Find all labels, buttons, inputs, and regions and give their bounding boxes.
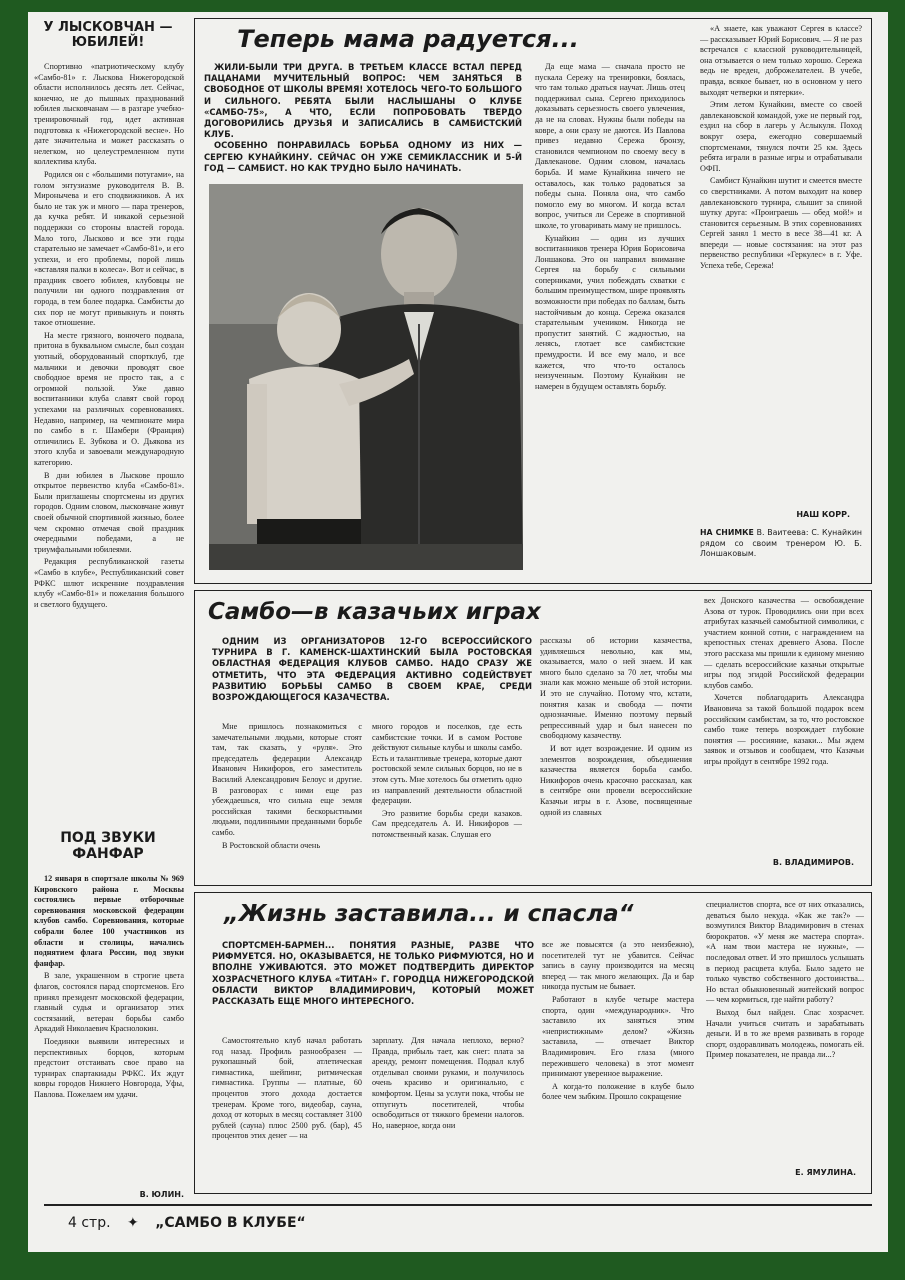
mama-title: Теперь мама радуется... bbox=[237, 25, 579, 53]
mama-signature: НАШ КОРР. bbox=[796, 510, 850, 519]
mama-column-3 bbox=[700, 24, 862, 504]
paragraph: специалистов спорта, все от них отказались, деваться было некуда. «Как же так?» — возмутился Виктор Владимирович в стенах бюрократов. «У меня же мастера спорта». «А нам твои мастера не нужны», — последовал ответ. И это пришлось услышать в период расцвета клуба. Было задето не только чувство собственного достоинства... Но встал обыкновенный житейский вопрос — чем кормиться, где найти работу? bbox=[706, 900, 864, 1005]
cossack-lead: ОДНИМ ИЗ ОРГАНИЗАТОРОВ 12-ГО ВСЕРОССИЙСКОГО ТУРНИРА В Г. КАМЕНСК-ШАХТИНСКИЙ БЫЛА РОСТОВСКАЯ ОБЛАСТНАЯ ФЕДЕРАЦИЯ КЛУБОВ САМБО. НАДО СРАЗУ ЖЕ ОТМЕТИТЬ, ЧТО ЭТА ФЕДЕРАЦИЯ АКТИВНО СОДЕЙСТВУЕТ РАЗВИТИЮ БОРЬБЫ САМБО В СВОЕМ КРАЕ, СРЕДИ ВОЗРОЖДАЮЩЕГОСЯ КАЗАЧЕСТВА. bbox=[212, 636, 532, 703]
lead-paragraph: ЖИЛИ-БЫЛИ ТРИ ДРУГА. В ТРЕТЬЕМ КЛАССЕ ВСТАЛ ПЕРЕД ПАЦАНАМИ МУЧИТЕЛЬНЫЙ ВОПРОС: ЧЕМ ЗАНЯТЬСЯ В СВОБОДНОЕ ОТ ШКОЛЫ ВРЕМЯ! ХОТЕЛОСЬ ЧЕГО-ТО БОЛЬШОГО И СИЛЬНОГО. РЕБЯТА БЫЛИ НАСЛЫШАНЫ О КЛУБЕ «САМБО-75», А ЧТО, ЕСЛИ ПОПРОБОВАТЬ ТВЕРДО ДОГОВОРИЛИСЬ ДРУЗЬЯ И ЗАПИСАЛИСЬ В САМБИСТСКИЙ КЛУБ. bbox=[204, 62, 522, 140]
paragraph: Работают в клубе четыре мастера спорта, один «международник». Что заставило их заняться этим «непристижным» делом? «Жизнь заставила, — отвечает Виктор Владимирович. Его глаза (много пережившего человека) в этот момент принимают уверенное выражение. bbox=[542, 994, 694, 1079]
paragraph: И вот идет возрождение. И одним из элементов возрождения, объединения казачества является борьба самбо. Никифоров очень красочно рассказал, как в сентябре они провели всероссийские Казачьи игры в г. Азове, посвященные одной из славных bbox=[540, 743, 692, 817]
fanfare-title: ПОД ЗВУКИ ФАНФАР bbox=[60, 830, 156, 862]
life-signature: Е. ЯМУЛИНА. bbox=[795, 1168, 856, 1177]
paragraph: Это развитие борьбы среди казаков. Сам председатель А. И. Никифоров — потомственный казак. Слушая его bbox=[372, 808, 522, 839]
footer bbox=[68, 1212, 468, 1236]
page-number: 4 стр. bbox=[68, 1215, 111, 1231]
paragraph: Кунайкин — один из лучших воспитанников тренера Юрия Борисовича Лоншакова. Это он направил внимание Сергея на борьбу с сильными соперниками, учил побеждать схватки с большим преимуществом, шире проявлять возможности при победах по баллам, быть настойчивым до конца. Сережа оказался старательным учеником. Никогда не пропустит занятий. С жадностью, на ленясь, глотает все самбистские премудрости. И все ему мало, и все кажется, что что-то осталось неизученным. Поэтому Кунайкин не намерен в будущем оставлять борьбу. bbox=[535, 233, 685, 391]
paragraph: В зале, украшенном в строгие цвета флагов, состоялся парад спортсменов. Его принял президент московской федерации, главный судья и организатор этих состязаний, ветеран борьбы самбо Аркадий Николаевич Краснолокин. bbox=[34, 971, 184, 1034]
footer-diamond-icon: ✦ bbox=[127, 1215, 139, 1231]
paragraph: Этим летом Кунайкин, вместе со своей давлекановской командой, уже не первый год, ездил на сбор в лагерь у Аслыкуля. Поход вокруг озера, ежегодно совершаемый спортсменами, тянулся почти 25 км. Здесь ребята играли в разные игры и отрабатывали ОФП. bbox=[700, 100, 862, 173]
photo-caption bbox=[700, 528, 862, 560]
paragraph: Да еще мама — сначала просто не пускала Сережу на тренировки, боялась, что там только драться научат. Лишь отец поддерживал сына. Сергею приходилось доказывать серьезность своего увлечения, да не на словах. Нужны были победы на ковре, а они сразу не даются. Из Павлова привез недавно Сережа бронзу, становился чемпионом по своему весу в Давлеканове. Одним словом, началась борьба. И маме Кунайкина ничего не оставалось, как только радоваться за победы сына. Поняла она, что самбо помогло ему во многом. И когда встал вопрос, учиться ли Сереже в спортивной школе, то уговаривать маму не пришлось. bbox=[535, 62, 685, 230]
fanfare-signature: В. ЮЛИН. bbox=[139, 1190, 184, 1199]
mama-column-2 bbox=[535, 62, 685, 562]
paragraph: «А знаете, как уважают Сергея в классе? — рассказывает Юрий Борисович. — Я не раз встречался с классной руководительницей, она отзывается о нем только хорошо. Сережа ведь не вреден, доброжелателен. В учебе, правда, всякое бывает, но в основном у него выходят четверки и пятерки». bbox=[700, 24, 862, 97]
paragraph: Самостоятельно клуб начал работать год назад. Профиль разнообразен — рукопашный бой, атлетическая гимнастика, шейпинг, ритмическая гимнастика. Группы — платные, 60 процентов этого дохода достается тренерам. Кроме того, видеобар, сауна, доход от которых в месяц составляет 3100 рублей (сауна) плюс 2500 руб. (бар), 45 процентов этих денег — на bbox=[212, 1036, 362, 1141]
paragraph: Спортивно «патриотическому клубу «Самбо-81» г. Лыскова Нижегородской области исполнилось десять лет. Сейчас, конечно, не до пышных празднований юбилея лысковчанам — в разгаре учебно-тренировочный год, идет активная подготовка к «Нижегородской весне». Но дате значительна и может рассказать о нелегком, но целеустремленном пути коллектива клуба. bbox=[34, 62, 184, 167]
cossack-column-1 bbox=[212, 722, 362, 872]
newspaper-page bbox=[28, 12, 888, 1252]
paragraph: В Ростовской области очень bbox=[222, 840, 321, 850]
paragraph: Поединки выявили интересных и перспективных борцов, которым предстоит отстаивать свое право на турнирах спартакиады РФКС. Их ждут ковры городов Нижнего Новгорода, Уфы, Павлова. Пожелаем им удачи. bbox=[34, 1036, 184, 1099]
caption-text: В. Ваитеева: С. Кунайкин рядом со своим тренером Ю. Б. Лоншаковым. bbox=[700, 528, 862, 559]
life-column-3 bbox=[542, 940, 694, 1186]
life-title: „Жизнь заставила... и спасла“ bbox=[224, 901, 634, 927]
paragraph: А когда-то положение в клубе было более чем зыбким. Прошло сокращение bbox=[542, 1081, 694, 1102]
photo-illustration bbox=[209, 184, 523, 570]
mama-lead bbox=[204, 62, 522, 174]
paragraph: все же повысятся (а это неизбежно), посетителей тут не убавится. Сейчас запись в сауну производится на месяц вперед — так много желающих. Да и бар никогда пустым не бывает. bbox=[542, 940, 694, 992]
paragraph: Редакция республиканской газеты «Самбо в клубе», Республиканский совет РФКС шлют искренние поздравления клубу «Самбо-81» и пожелания большого и светлого будущего. bbox=[34, 557, 184, 609]
paragraph: Родился он с «большими потугами», на голом энтузиазме руководителя В. В. Миронычева и его сподвижников. А их было не так уж и много — пара тренеров, да кучка ребят. И никакой серьезной поддержки со стороны властей города. Мало того, Лысково и все эти годы старательно не замечает «Самбо-81», и его успехи, и его проблемы, порой лишь «вставляя палки в колеса». Вот и сейчас, в праздник своего юбилея, клубовцы не получили ни одного поздравления от города, в тем более подарка. Самбисты до сих пор не могут привыкнуть и понять такое отношение. bbox=[34, 169, 184, 328]
cossack-title: Самбо—в казачьих играх bbox=[208, 599, 541, 625]
cossack-column-4 bbox=[704, 596, 864, 850]
cossack-column-2 bbox=[372, 722, 522, 872]
paragraph: рассказы об истории казачества, удивляешься невольно, как мы, оказывается, мало о ней знаем. И как много было сделано за 70 лет, чтобы мы знали как можно меньше об этой истории. И это не случайно. Потому что, кстати, понятия казак и свобода — почти однозначные. Именно поэтому первый репрессивный удар и был нанесен по свободному казачеству. bbox=[540, 636, 692, 741]
lead-paragraph: ОСОБЕННО ПОНРАВИЛАСЬ БОРЬБА ОДНОМУ ИЗ НИХ — СЕРГЕЮ КУНАЙКИНУ. СЕЙЧАС ОН УЖЕ СЕМИКЛАССНИК И 5-Й ГОД — САМБИСТ. НО КАК ТРУДНО БЫЛО НАЧИНАТЬ. bbox=[204, 140, 522, 173]
cossack-column-3 bbox=[540, 636, 692, 874]
paper-name: „САМБО В КЛУБЕ“ bbox=[155, 1215, 306, 1231]
paragraph: зарплату. Для начала неплохо, верно? Правда, прибыль тает, как снег: плата за аренду, ремонт помещения. Подвал клуб отделывал своими руками, и получилось очень красиво и оригинально, с комфортом. Цены за услуги пока, чтобы не отпугнуть посетителей, чтобы освободиться от тяжкого бремени налогов. Но, наверное, когда они bbox=[372, 1036, 524, 1130]
paragraph: Мне пришлось познакомиться с замечательными людьми, которые стоят там, так сказать, у «руля». Это председатель федерации Александр Иванович Никифоров, его заместитель Василий Александрович Белоус и другие. В разговорах с ними еще раз убеждаешься, что сильна еще земля российская такими бескорыстными людьми, подлинными преданными борьбе самбо. bbox=[212, 722, 362, 837]
lyskovo-title: У ЛЫСКОВЧАН — ЮБИЛЕЙ! bbox=[43, 20, 173, 50]
paragraph: вех Донского казачества — освобождение Азова от турок. Проводились они при всех атрибутах казачьей самобытной символики, с участием конной сотни, с награждением на крепостных стенах древнего Азова. После этого рассказа мы пришли к единому мнению — сделать всероссийские казачьи открытые игры под эгидой Российской федерации клубов самбо. bbox=[704, 596, 864, 690]
caption-label: НА СНИМКЕ bbox=[700, 528, 754, 537]
fanfare-text bbox=[34, 874, 184, 1186]
life-column-4 bbox=[706, 900, 864, 1162]
paragraph: 12 января в спортзале школы № 969 Кировского района г. Москвы состоялись первые отборочные соревнования московской федерации клубов самбо. Соревнования, которые собрали более 100 участников из области и столицы, начались поднятием флага России, под звуки фанфар. bbox=[34, 874, 184, 968]
paragraph: Выход был найден. Спас хозрасчет. Начали учиться считать и зарабатывать деньги. И в то же время развивать в городе спорт, оздоравливать молодежь, помогать ей. Пример показателен, не правда ли...? bbox=[706, 1007, 864, 1060]
paragraph: Хочется поблагодарить Александра Ивановича за такой большой подарок всем российским самбистам, за то, что ростовское самбо тоже теперь возрождает глубокие понятия — россияние, казаки... Мы ждем заявок и отзывов и сообщаем, что Казачьи игры пройдут в сентябре 1992 года. bbox=[704, 693, 864, 766]
life-column-1 bbox=[212, 1036, 362, 1186]
life-column-2 bbox=[372, 1036, 524, 1186]
paragraph: На месте грязного, вонючего подвала, притона в буквальном смысле, был создан уютный, оборудованный спортклуб, где мальчики и девочки проводят свое свободное время не просто так, а с огромной пользой. Уже давно воспитанники клуба славят свой город успехами на различных соревнованиях. Недавно, например, на чемпионате мира по самбо в г. Шамбери (Франция) отличились Е. Зубкова и О. Дьякова из этого клуба и завоевали международную категорию. bbox=[34, 330, 184, 467]
paragraph: много городов и поселков, где есть самбистские точки. И в самом Ростове действуют сильные клубы и школы самбо. Есть и талантливые тренера, которые дают ростовской земле сильных борцов, но не в этом суть. Мне хотелось бы отметить одно из направлений деятельности областной федерации. bbox=[372, 722, 522, 806]
photo-boxer-and-coach bbox=[209, 184, 523, 570]
lyskovo-text bbox=[34, 62, 184, 827]
cossack-signature: В. ВЛАДИМИРОВ. bbox=[772, 858, 854, 867]
paragraph: Самбист Кунайкин шутит и смеется вместе со сверстниками. А потом выходит на ковер давлекановского турнира, слышит за спиной шутку друга: «Проиграешь — обед мой!» и становится серьезным. В этих соревнованиях Сергей занял 1 место в весе 38—41 кг. А впереди — новые состязания: на этот раз первенство республики «Геркулес» в г. Уфе. Успеха тебе, Сережа! bbox=[700, 176, 862, 271]
paragraph: В дни юбилея в Лыскове прошло открытое первенство клуба «Самбо-81». Были приглашены спортсмены из других городов. Одним словом, лысковчане живут своей обычной спортивной жизнью, более чем скромно отмечая свой праздник очередными победами, а не триумфальными юбилеями. bbox=[34, 470, 184, 554]
footer-rule bbox=[44, 1204, 872, 1206]
life-lead: СПОРТСМЕН-БАРМЕН... ПОНЯТИЯ РАЗНЫЕ, РАЗВЕ ЧТО РИФМУЕТСЯ. НО, ОКАЗЫВАЕТСЯ, НЕ ТОЛЬКО РИФМУЮТСЯ, НО И ВПОЛНЕ УЖИВАЮТСЯ. ЭТО МОЖЕТ ПОДТВЕРДИТЬ ДИРЕКТОР ХОЗРАСЧЕТНОГО КЛУБА «ТИТАН» Г. ГОРОДЦА НИЖЕГОРОДСКОЙ ОБЛАСТИ ВИКТОР ВЛАДИМИРОВИЧ, КОТОРЫЙ МОЖЕТ РАССКАЗАТЬ ЕЩЕ МНОГО ИНТЕРЕСНОГО. bbox=[212, 940, 534, 1007]
